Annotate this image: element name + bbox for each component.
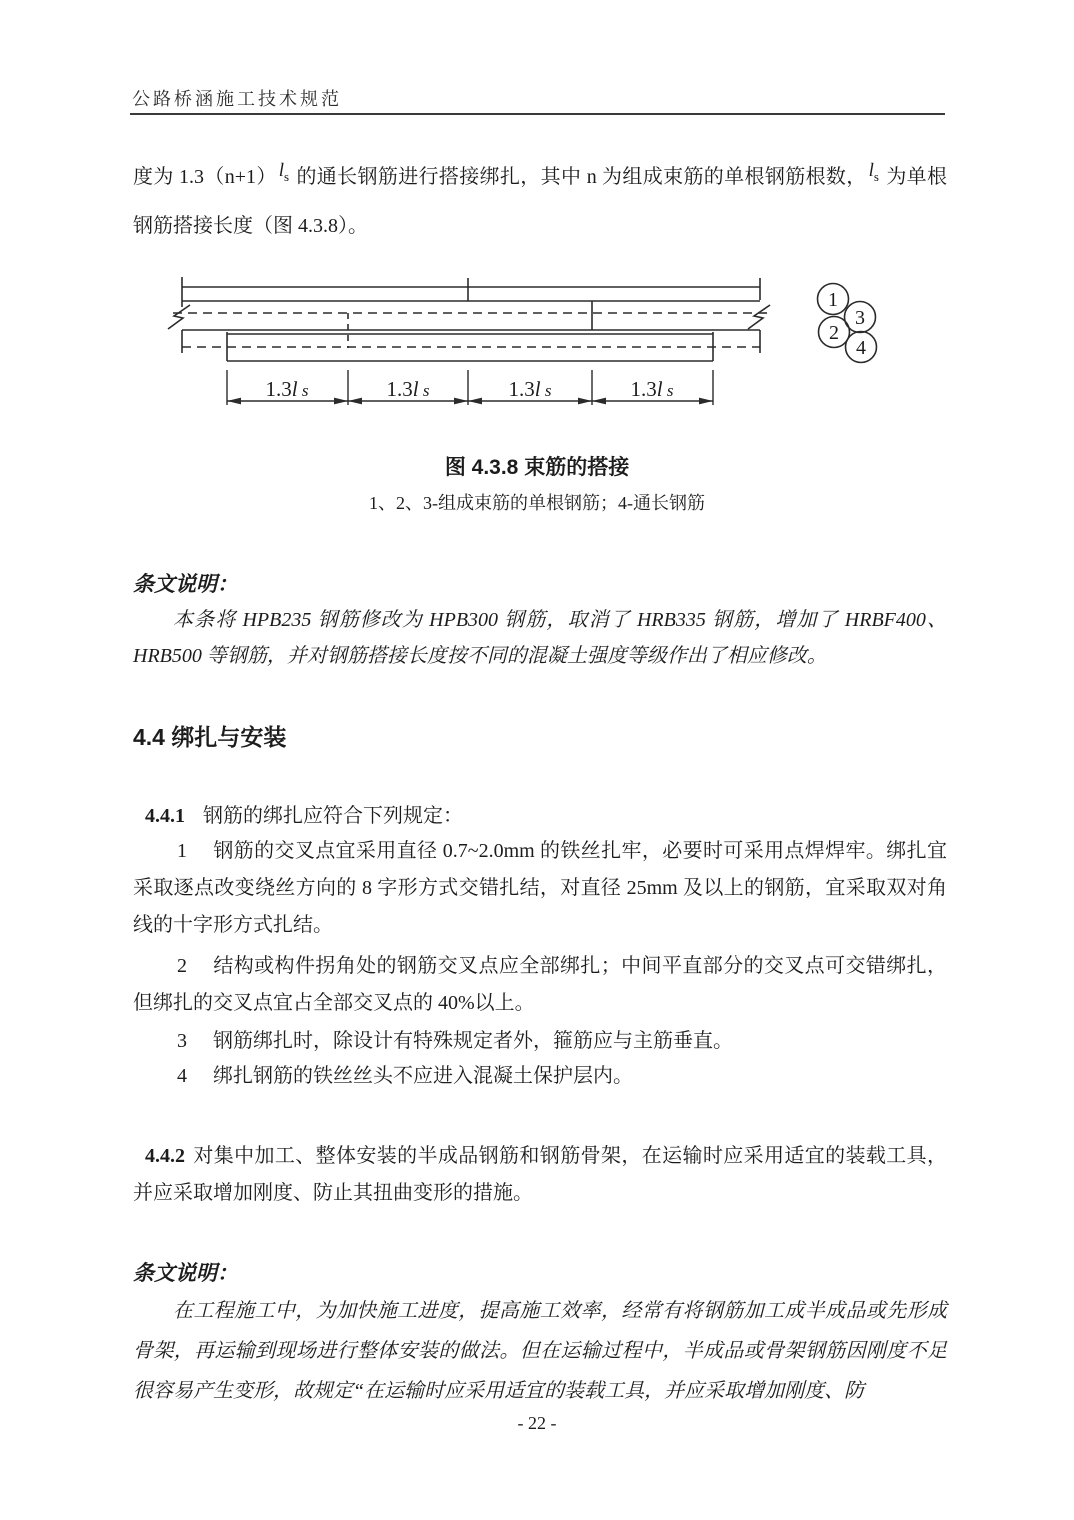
section-heading: 4.4 绑扎与安装 <box>133 724 287 750</box>
page-number: - 22 - <box>517 1413 557 1433</box>
break-symbol-right <box>748 305 770 329</box>
clause-4-4-2 <box>133 1138 947 1212</box>
item-text: 结构或构件拐角处的钢筋交叉点应全部绑扎；中间平直部分的交叉点可交错绑扎，但绑扎的交叉点宜占全部交叉点的 40%以上。 <box>133 955 947 1014</box>
intro-text-mid: 的通长钢筋进行搭接绑扎，其中 n 为组成束筋的单根钢筋根数， <box>291 166 867 188</box>
bundle-circle-label-1: 1 <box>828 289 838 311</box>
dimension-label: 1.3l s <box>508 377 552 401</box>
clause-text: 对集中加工、整体安装的半成品钢筋和钢筋骨架，在运输时应采用适宜的装载工具，并应采取增加刚度、防止其扭曲变形的措施。 <box>133 1145 947 1204</box>
commentary-paragraph: 本条将 HPB235 钢筋修改为 HPB300 钢筋，取消了 HRB335 钢筋，增加了 HRBF400、HRB500 等钢筋，并对钢筋搭接长度按不同的混凝土强度等级作出了相应修改。 <box>133 609 947 667</box>
item-number: 1 <box>177 840 187 862</box>
bundle-circle-label-3: 3 <box>855 307 865 329</box>
break-symbol-left <box>168 305 190 329</box>
item-number: 2 <box>177 955 187 977</box>
ls-variable: l <box>868 160 874 181</box>
list-item <box>133 948 947 1022</box>
clause-number: 4.4.1 <box>145 805 185 827</box>
clause-number: 4.4.2 <box>145 1145 185 1167</box>
bundle-circle-label-4: 4 <box>856 337 866 359</box>
figure-legend: 1、2、3-组成束筋的单根钢筋；4-通长钢筋 <box>369 493 705 513</box>
lap-splice-diagram <box>165 272 895 412</box>
figure-caption: 图 4.3.8 束筋的搭接 <box>444 456 630 479</box>
header-rule <box>130 113 945 115</box>
commentary-title: 条文说明： <box>133 572 238 596</box>
intro-text-post: 为单根钢筋搭接长度（图 4.3.8）。 <box>133 166 948 237</box>
clause-4-4-1 <box>145 799 945 828</box>
bundle-circle-label-2: 2 <box>829 322 839 344</box>
intro-text-pre: 度为 1.3（n+1） <box>133 166 277 188</box>
item-number: 3 <box>177 1030 187 1052</box>
commentary-paragraph: 在工程施工中，为加快施工进度，提高施工效率，经常有将钢筋加工成半成品或先形成骨架，再运输到现场进行整体安装的做法。但在运输过程中，半成品或骨架钢筋因刚度不足很容易产生变形，故规定“在运输时应采用适宜的装载工具，并应采取增加刚度、防 <box>133 1300 947 1402</box>
list-item <box>133 1023 947 1060</box>
ls-subscript: s <box>873 168 879 184</box>
commentary-title: 条文说明： <box>133 1261 238 1285</box>
clause-text: 钢筋的绑扎应符合下列规定： <box>203 805 463 827</box>
dimension-label: 1.3l s <box>630 377 674 401</box>
dimension-label: 1.3l s <box>265 377 309 401</box>
ls-symbol <box>867 149 881 198</box>
list-item <box>133 833 947 944</box>
intro-paragraph <box>133 156 947 248</box>
ls-variable: l <box>278 160 285 181</box>
item-text: 钢筋绑扎时，除设计有特殊规定者外，箍筋应与主筋垂直。 <box>213 1030 733 1052</box>
ls-subscript: s <box>284 168 290 184</box>
item-text: 绑扎钢筋的铁丝丝头不应进入混凝土保护层内。 <box>213 1065 633 1087</box>
list-item <box>133 1058 947 1095</box>
header-title: 公路桥涵施工技术规范 <box>132 89 342 109</box>
item-text: 钢筋的交叉点宜采用直径 0.7~2.0mm 的铁丝扎牢，必要时可采用点焊焊牢。绑扎宜采取逐点改变绕丝方向的 8 字形方式交错扎结，对直径 25mm 及以上的钢筋，宜采取双对角线的十字形方式扎结。 <box>133 840 947 936</box>
item-number: 4 <box>177 1065 187 1087</box>
dimension-label: 1.3l s <box>386 377 430 401</box>
ls-symbol <box>277 149 291 198</box>
